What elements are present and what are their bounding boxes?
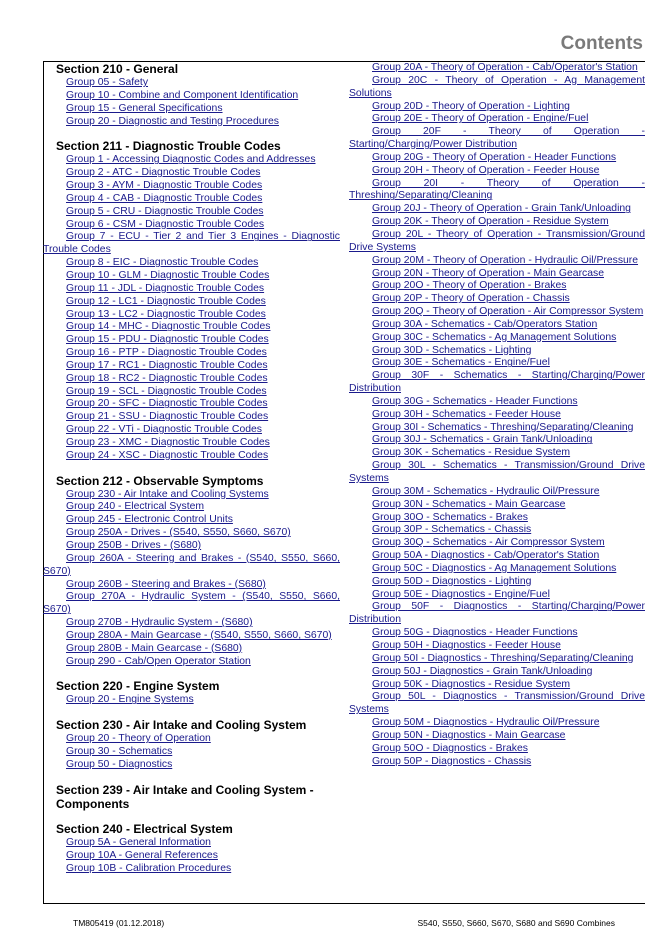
toc-link[interactable]: Group 15 - General Specifications xyxy=(66,102,223,114)
toc-link[interactable]: Group 30 - Schematics xyxy=(66,746,173,758)
toc-link[interactable]: Group 50K - Diagnostics - Residue System xyxy=(372,678,571,690)
toc-link[interactable]: Group 18 - RC2 - Diagnostic Trouble Codes xyxy=(66,372,268,384)
toc-link[interactable]: Group 10 - Combine and Component Identification xyxy=(66,89,299,101)
toc-link[interactable]: Group 30N - Schematics - Main Gearcase xyxy=(372,498,566,510)
toc-link[interactable]: Group 30H - Schematics - Feeder House xyxy=(372,408,561,420)
toc-link[interactable]: Group 30J - Schematics - Grain Tank/Unloading xyxy=(372,434,593,446)
toc-link[interactable]: Group 50M - Diagnostics - Hydraulic Oil/Pressure xyxy=(372,717,600,729)
toc-link[interactable]: Group 20D - Theory of Operation - Lighting xyxy=(372,100,570,112)
toc-link[interactable]: Group 12 - LC1 - Diagnostic Trouble Codes xyxy=(66,295,266,307)
toc-link[interactable]: Group 5A - General Information xyxy=(66,836,211,848)
toc-link[interactable]: Group 260B - Steering and Brakes - (S680) xyxy=(66,578,266,590)
toc-link[interactable]: Group 30I - Schematics - Threshing/Separating/Cleaning xyxy=(372,421,634,433)
toc-link[interactable]: Group 30F - Schematics - Starting/Charging/Power Distribution xyxy=(349,370,645,395)
toc-link[interactable]: Group 50P - Diagnostics - Chassis xyxy=(372,755,532,767)
toc-link[interactable]: Group 13 - LC2 - Diagnostic Trouble Codes xyxy=(66,308,266,320)
toc-link[interactable]: Group 20H - Theory of Operation - Feeder House xyxy=(372,164,600,176)
toc-link[interactable]: Group 50A - Diagnostics - Cab/Operator's Station xyxy=(372,550,600,562)
toc-link[interactable]: Group 230 - Air Intake and Cooling Systems xyxy=(66,488,269,500)
page-title: Contents xyxy=(560,33,643,54)
toc-link[interactable]: Group 23 - XMC - Diagnostic Trouble Codes xyxy=(66,436,270,448)
toc-link[interactable]: Group 30E - Schematics - Engine/Fuel xyxy=(372,357,550,369)
toc-link[interactable]: Group 20G - Theory of Operation - Header Functions xyxy=(372,151,617,163)
toc-link[interactable]: Group 270A - Hydraulic System - (S540, S550, S660, S670) xyxy=(43,591,340,616)
toc-link[interactable]: Group 250B - Drives - (S680) xyxy=(66,540,202,551)
toc-link[interactable]: Group 20 - Theory of Operation xyxy=(66,733,211,745)
toc-link[interactable]: Group 30L - Schematics - Transmission/Ground Drive Systems xyxy=(349,460,645,484)
toc-link[interactable]: Group 50H - Diagnostics - Feeder House xyxy=(372,639,561,651)
toc-link[interactable]: Group 20P - Theory of Operation - Chassis xyxy=(372,293,570,305)
toc-link[interactable]: Group 50E - Diagnostics - Engine/Fuel xyxy=(372,588,550,600)
toc-link[interactable]: Group 10A - General References xyxy=(66,849,218,861)
section-heading: Section 211 - Diagnostic Trouble Codes xyxy=(56,139,281,154)
toc-link[interactable]: Group 22 - VTi - Diagnostic Trouble Codes xyxy=(66,424,262,436)
toc-link[interactable]: Group 05 - Safety xyxy=(66,77,149,88)
toc-link[interactable]: Group 50 - Diagnostics xyxy=(66,758,173,770)
toc-link[interactable]: Group 50G - Diagnostics - Header Functions xyxy=(372,627,578,639)
toc-link[interactable]: Group 20M - Theory of Operation - Hydraulic Oil/Pressure xyxy=(372,254,639,266)
toc-link[interactable]: Group 30D - Schematics - Lighting xyxy=(372,344,532,356)
toc-link[interactable]: Group 20A - Theory of Operation - Cab/Operator's Station xyxy=(372,62,638,73)
toc-link[interactable]: Group 11 - JDL - Diagnostic Trouble Codes xyxy=(66,282,265,294)
toc-link[interactable]: Group 4 - CAB - Diagnostic Trouble Codes xyxy=(66,192,263,204)
toc-link[interactable]: Group 50J - Diagnostics - Grain Tank/Unloading xyxy=(372,665,593,677)
toc-link[interactable]: Group 260A - Steering and Brakes - (S540, S550, S660, S670) xyxy=(43,552,340,577)
toc-link[interactable]: Group 30K - Schematics - Residue System xyxy=(372,447,571,459)
toc-link[interactable]: Group 7 - ECU - Tier 2 and Tier 3 Engines - Diagnostic Trouble Codes xyxy=(43,231,340,256)
toc-link[interactable]: Group 14 - MHC - Diagnostic Trouble Codes xyxy=(66,321,271,333)
section-heading: Section 240 - Electrical System xyxy=(56,821,233,836)
toc-link[interactable]: Group 30C - Schematics - Ag Management Solutions xyxy=(372,331,617,343)
toc-link[interactable]: Group 50O - Diagnostics - Brakes xyxy=(372,742,528,754)
toc-link[interactable]: Group 1 - Accessing Diagnostic Codes and Addresses xyxy=(66,154,316,166)
section-heading: Section 220 - Engine System xyxy=(56,679,220,694)
toc-link[interactable]: Group 20E - Theory of Operation - Engine/Fuel xyxy=(372,113,589,125)
toc-link[interactable]: Group 20K - Theory of Operation - Residue System xyxy=(372,216,609,228)
toc-link[interactable]: Group 20 - SFC - Diagnostic Trouble Codes xyxy=(66,398,268,410)
toc-link[interactable]: Group 10 - GLM - Diagnostic Trouble Codes xyxy=(66,269,270,281)
toc-link[interactable]: Group 20C - Theory of Operation - Ag Management Solutions xyxy=(349,74,645,99)
toc-link[interactable]: Group 16 - PTP - Diagnostic Trouble Codes xyxy=(66,347,267,359)
toc-right-column xyxy=(349,62,645,768)
section-heading: Section 230 - Air Intake and Cooling System xyxy=(56,718,307,733)
toc-link[interactable]: Group 20O - Theory of Operation - Brakes xyxy=(372,280,567,292)
toc-link[interactable]: Group 30A - Schematics - Cab/Operators Station xyxy=(372,318,598,330)
toc-link[interactable]: Group 30G - Schematics - Header Functions xyxy=(372,395,578,407)
toc-link[interactable]: Group 20 - Engine Systems xyxy=(66,694,194,706)
toc-link[interactable]: Group 30O - Schematics - Brakes xyxy=(372,511,528,523)
toc-link[interactable]: Group 50F - Diagnostics - Starting/Charging/Power Distribution xyxy=(349,601,645,626)
toc-link[interactable]: Group 3 - AYM - Diagnostic Trouble Codes xyxy=(66,180,263,192)
toc-link[interactable]: Group 50C - Diagnostics - Ag Management Solutions xyxy=(372,562,617,574)
section-heading: Section 210 - General xyxy=(56,62,179,76)
toc-link[interactable]: Group 30M - Schematics - Hydraulic Oil/Pressure xyxy=(372,485,600,497)
toc-link[interactable]: Group 270B - Hydraulic System - (S680) xyxy=(66,617,253,629)
toc-link[interactable]: Group 10B - Calibration Procedures xyxy=(66,862,232,874)
toc-link[interactable]: Group 50I - Diagnostics - Threshing/Separating/Cleaning xyxy=(372,652,634,664)
toc-left-column xyxy=(43,62,340,875)
toc-link[interactable]: Group 15 - PDU - Diagnostic Trouble Codes xyxy=(66,334,269,346)
footer-document-number: TM805419 (01.12.2018) xyxy=(73,918,165,928)
toc-link[interactable]: Group 280A - Main Gearcase - (S540, S550, S660, S670) xyxy=(66,629,332,641)
toc-link[interactable]: Group 250A - Drives - (S540, S550, S660, S670) xyxy=(66,527,291,539)
toc-link[interactable]: Group 20I - Theory of Operation - Threshing/Separating/Cleaning xyxy=(349,177,645,202)
toc-link[interactable]: Group 24 - XSC - Diagnostic Trouble Codes xyxy=(66,449,269,461)
toc-link[interactable]: Group 20F - Theory of Operation - Starting/Charging/Power Distribution xyxy=(349,126,645,151)
toc-link[interactable]: Group 50D - Diagnostics - Lighting xyxy=(372,575,532,587)
section-heading: Section 212 - Observable Symptoms xyxy=(56,473,264,488)
toc-link[interactable]: Group 240 - Electrical System xyxy=(66,501,205,513)
toc-link[interactable]: Group 8 - EIC - Diagnostic Trouble Codes xyxy=(66,257,259,269)
toc-link[interactable]: Group 50N - Diagnostics - Main Gearcase xyxy=(372,729,566,741)
toc-link[interactable]: Group 30P - Schematics - Chassis xyxy=(372,524,532,536)
toc-link[interactable]: Group 290 - Cab/Open Operator Station xyxy=(66,655,251,667)
toc-link[interactable]: Group 20 - Diagnostic and Testing Procedures xyxy=(66,115,279,127)
toc-link[interactable]: Group 50L - Diagnostics - Transmission/Ground Drive Systems xyxy=(349,691,645,716)
toc-link[interactable]: Group 20L - Theory of Operation - Transmission/Ground Drive Systems xyxy=(349,228,645,253)
section-heading: Section 239 - Air Intake and Cooling System - Components xyxy=(56,782,314,811)
toc-link[interactable]: Group 245 - Electronic Control Units xyxy=(66,514,233,526)
toc-link[interactable]: Group 20J - Theory of Operation - Grain Tank/Unloading xyxy=(372,203,631,215)
toc-link[interactable]: Group 20N - Theory of Operation - Main Gearcase xyxy=(372,267,604,279)
footer-product-line: S540, S550, S660, S670, S680 and S690 Combines xyxy=(417,918,615,928)
toc-link[interactable]: Group 20Q - Theory of Operation - Air Compressor System xyxy=(372,306,644,318)
toc-link[interactable]: Group 17 - RC1 - Diagnostic Trouble Codes xyxy=(66,359,268,371)
toc-link[interactable]: Group 19 - SCL - Diagnostic Trouble Codes xyxy=(66,385,267,397)
toc-link[interactable]: Group 6 - CSM - Diagnostic Trouble Codes xyxy=(66,218,265,230)
toc-link[interactable]: Group 30Q - Schematics - Air Compressor System xyxy=(372,537,605,549)
toc-link[interactable]: Group 2 - ATC - Diagnostic Trouble Codes xyxy=(66,167,261,179)
toc-link[interactable]: Group 280B - Main Gearcase - (S680) xyxy=(66,642,243,654)
toc-link[interactable]: Group 5 - CRU - Diagnostic Trouble Codes xyxy=(66,205,264,217)
toc-link[interactable]: Group 21 - SSU - Diagnostic Trouble Codes xyxy=(66,411,269,423)
